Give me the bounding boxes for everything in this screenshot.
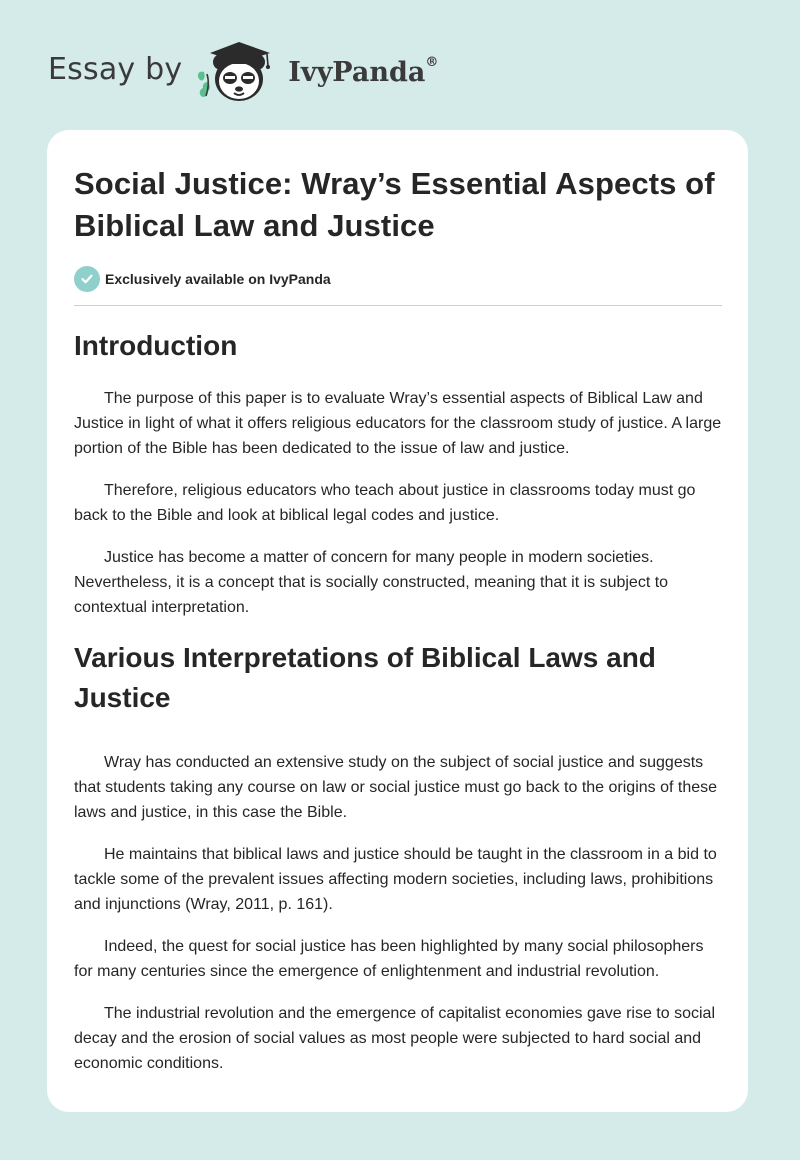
- paragraph: Indeed, the quest for social justice has been highlighted by many social philosophers for many centuries since the emergence of enlightenment and industrial revolution.: [74, 938, 704, 980]
- check-circle-icon: [74, 266, 100, 292]
- badge-text: Exclusively available on IvyPanda: [105, 271, 331, 287]
- article-title: Social Justice: Wray’s Essential Aspects of Biblical Law and Justice: [74, 166, 715, 243]
- panda-graduate-icon: [194, 36, 286, 106]
- paragraph: Justice has become a matter of concern for many people in modern societies. Nevertheless, it is a concept that is socially constructed, meaning that it is subject to contextual interpretation.: [74, 549, 669, 616]
- paragraph: Wray has conducted an extensive study on the subject of social justice and suggests that students taking any course on law or social justice must go back to the origins of these laws and justice, in this case the Bible.: [74, 754, 718, 821]
- section-heading-interpretations: Various Interpretations of Biblical Laws and Justice: [74, 642, 656, 713]
- brand-prefix: Essay by: [48, 51, 183, 87]
- paragraph: He maintains that biblical laws and justice should be taught in the classroom in a bid to tackle some of the prevalent issues affecting modern societies, including laws, prohibitions and injunctions (Wray, 2011, p. 161).: [74, 846, 717, 913]
- paragraph: The purpose of this paper is to evaluate Wray’s essential aspects of Biblical Law and Justice in light of what it offers religious educators for the classroom study of justice. A large portion of the Bible has been dedicated to the issue of law and justice.: [74, 390, 722, 457]
- brand-header[interactable]: [48, 36, 438, 106]
- exclusive-badge: [74, 266, 722, 292]
- paragraph: Therefore, religious educators who teach about justice in classrooms today must go back to the Bible and look at biblical legal codes and justice.: [74, 482, 696, 524]
- brand-name: IvyPanda®: [288, 54, 439, 88]
- article-card: [47, 130, 748, 1112]
- divider: [74, 305, 722, 306]
- section-heading-introduction: Introduction: [74, 330, 238, 361]
- paragraph: The industrial revolution and the emergence of capitalist economies gave rise to social decay and the erosion of social values as most people were subjected to hard social and economic conditions.: [74, 1005, 715, 1072]
